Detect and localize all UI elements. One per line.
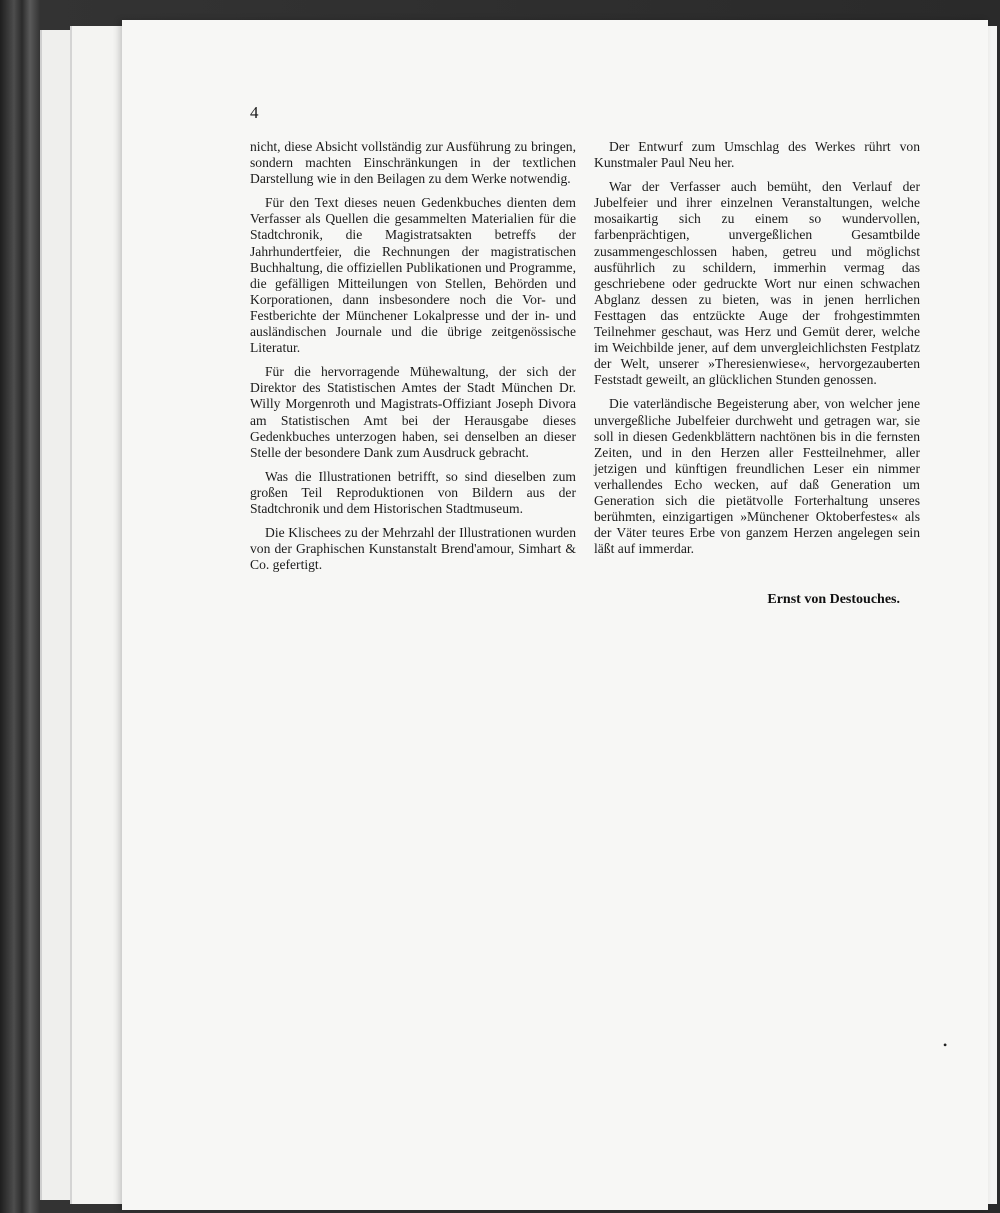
author-signature: Ernst von Destouches. [767, 592, 900, 607]
paragraph: Der Entwurf zum Umschlag des Werkes rührt von Kunstmaler Paul Neu her. [594, 139, 920, 171]
left-text-column [250, 139, 576, 581]
paragraph: War der Verfasser auch bemüht, den Verlauf der Jubelfeier und ihrer einzelnen Veranstaltungen, welche mosaikartig sich zu einem so wundervollen, farbenprächtigen, unvergeßlichen Gesamtbilde zusammengeschlossen haben, getreu und möglichst ausführlich zu schildern, immerhin vermag das geschriebene oder gedruckte Wort nur einen schwachen Abglanz dessen zu bieten, was in jenen herrlichen Festtagen das entzückte Auge der frohgestimmten Teilnehmer geschaut, was Herz und Gemüt derer, welche im Weichbilde jener, auf dem unvergleichlichsten Festplatz der Welt, unserer »Theresienwiese«, hervorgezauberten Feststadt geweilt, an glücklichen Stunden genossen. [594, 179, 920, 388]
paragraph: Die vaterländische Begeisterung aber, von welcher jene unvergeßliche Jubelfeier durchweht und getragen war, sie soll in diesen Gedenkblättern nachtönen bis in die fernsten Zeiten, und in den Herzen aller Festteilnehmer, aller jetzigen und künftigen freundlichen Leser ein nimmer verhallendes Echo wecken, auf daß Generation um Generation sich die pietätvolle Forterhaltung unseres berühmten, einzigartigen »Münchener Oktoberfestes« als der Väter teures Erbe von ganzem Herzen angelegen sein läßt auf immerdar. [594, 396, 920, 557]
paragraph: Für die hervorragende Mühewaltung, der sich der Direktor des Statistischen Amtes der Stadt München Dr. Willy Morgenroth und Magistrats-Offiziant Joseph Divora am Statistischen Amt bei der Herausgabe dieses Gedenkbuches unterzogen haben, sei denselben an dieser Stelle der besondere Dank zum Ausdruck gebracht. [250, 364, 576, 460]
paragraph: Für den Text dieses neuen Gedenkbuches dienten dem Verfasser als Quellen die gesammelten Materialien für die Stadtchronik, die Magistratsakten betreffs der Jahrhundertfeier, die Rechnungen der magistratischen Buchhaltung, die offiziellen Publikationen und Programme, die gefälligen Mitteilungen von Stellen, Behörden und Korporationen, dann insbesondere noch die Vor- und Festberichte der Münchener Lokalpresse und der in- und ausländischen Journale und die übrige zeitgenössische Literatur. [250, 195, 576, 356]
paragraph: Was die Illustrationen betrifft, so sind dieselben zum großen Teil Reproduktionen von Bildern aus der Stadtchronik und dem Historischen Stadtmuseum. [250, 468, 576, 516]
paragraph: Die Klischees zu der Mehrzahl der Illustrationen wurden von der Graphischen Kunstanstalt Brend'amour, Simhart & Co. gefertigt. [250, 525, 576, 573]
right-text-column [594, 139, 920, 565]
page-number: 4 [250, 103, 259, 122]
paragraph: nicht, diese Absicht vollständig zur Ausführung zu bringen, sondern machten Einschränkungen in der textlichen Darstellung wie in den Beilagen zu dem Werke notwendig. [250, 139, 576, 187]
ink-mark: • [943, 1038, 948, 1052]
